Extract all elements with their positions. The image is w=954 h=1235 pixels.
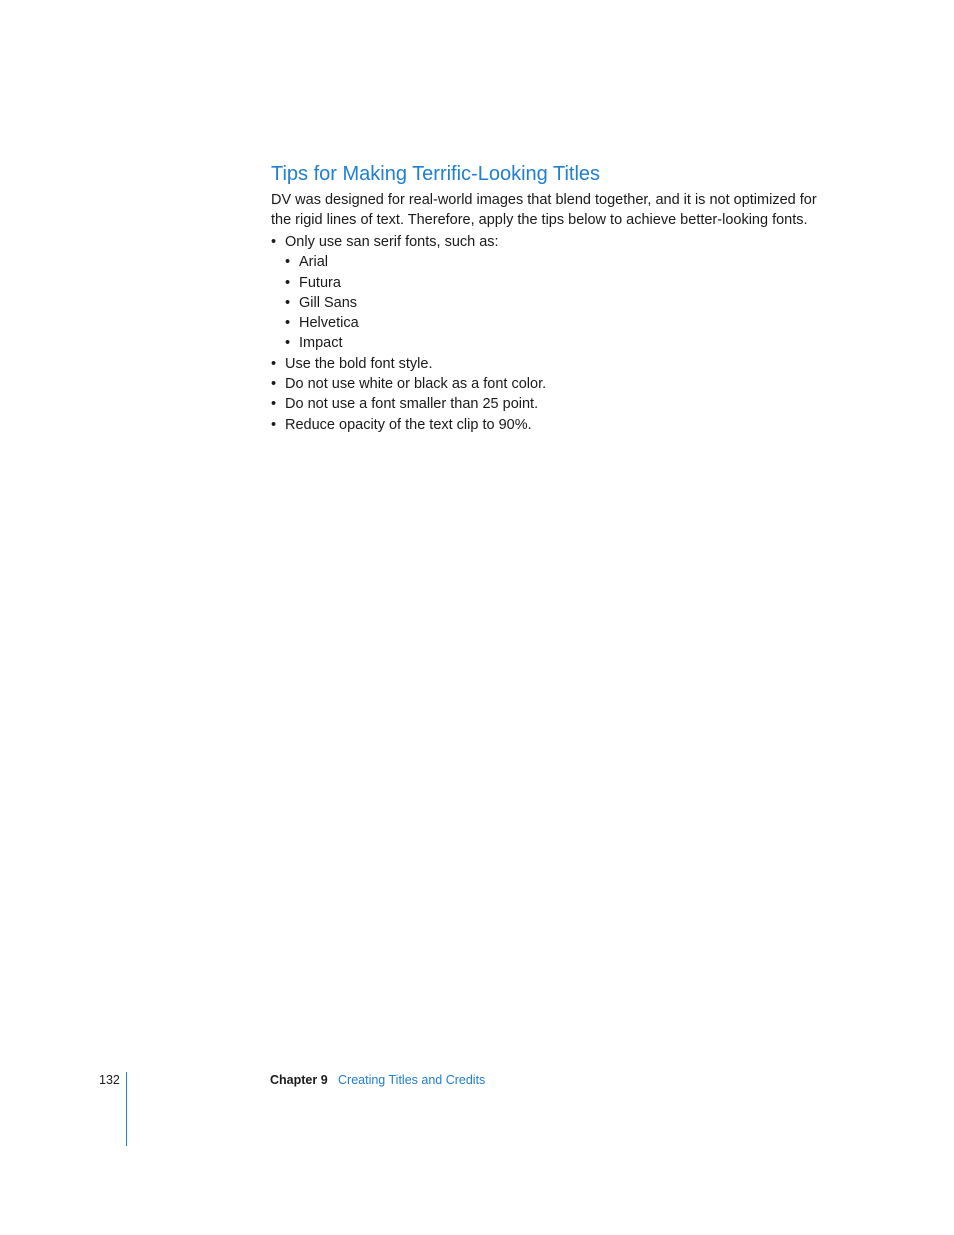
intro-paragraph: DV was designed for real-world images that blend together, and it is not optimized for the rigid lines of text. Therefore, apply the tips below to achieve better-looking fonts. xyxy=(271,192,817,228)
font-item: • Gill Sans xyxy=(285,293,831,313)
tip-item: • Reduce opacity of the text clip to 90%. xyxy=(271,415,831,435)
tip-item xyxy=(271,232,831,354)
tip-item: • Use the bold font style. xyxy=(271,354,831,374)
chapter-title: Creating Titles and Credits xyxy=(338,1073,486,1087)
font-list xyxy=(285,252,831,353)
chapter-label: Chapter 9 xyxy=(270,1073,328,1087)
font-item: • Arial xyxy=(285,252,831,272)
tip-item: • Do not use white or black as a font color. xyxy=(271,374,831,394)
tips-list xyxy=(271,232,831,435)
section-heading: Tips for Making Terrific-Looking Titles xyxy=(271,163,601,185)
footer-divider xyxy=(126,1072,127,1146)
font-item: • Impact xyxy=(285,333,831,353)
font-item: • Futura xyxy=(285,273,831,293)
tip-item: • Do not use a font smaller than 25 point. xyxy=(271,394,831,414)
tip-text: Only use san serif fonts, such as: xyxy=(285,234,499,250)
page-content xyxy=(271,160,831,435)
page-number: 132 xyxy=(99,1073,120,1087)
font-item: • Helvetica xyxy=(285,313,831,333)
